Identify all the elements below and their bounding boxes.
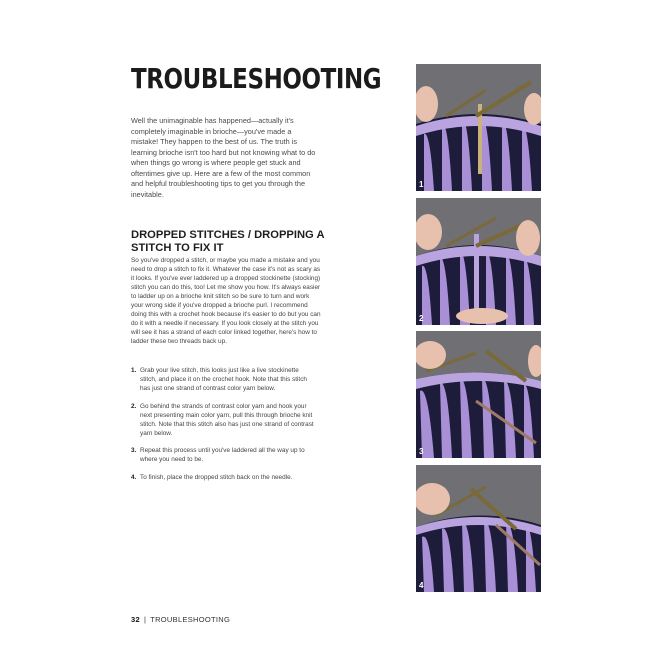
step-number: 2. (131, 402, 137, 410)
knitting-photo-step-2-icon (416, 198, 541, 325)
step-number: 4. (131, 473, 137, 481)
photo-label: 2 (419, 313, 424, 323)
step-text: Go behind the strands of contrast color yarn and hook your next presenting main color yarn, pull this through brioche knit stitch. Note that this stitch also has just one strand of contrast yarn below. (140, 402, 314, 437)
footer-separator: | (143, 615, 147, 624)
footer-label: TROUBLESHOOTING (150, 615, 231, 624)
section-heading: DROPPED STITCHES / DROPPING A STITCH TO FIX IT (131, 229, 325, 254)
page-number: 32 (131, 615, 140, 624)
page-footer (131, 615, 230, 624)
photo-label: 1 (419, 180, 424, 189)
step-number: 3. (131, 447, 137, 455)
photo-label: 4 (419, 580, 424, 590)
knitting-photo-step-4-icon (416, 465, 541, 592)
step-item (131, 366, 317, 393)
intro-paragraph: Well the unimaginable has happened—actually it's completely imaginable in brioche—you've made a mistake! They happen to the best of us. The truth is learning brioche isn't too hard but not knowing what to do when things go wrong is where people get stuck and oftentimes give up. Here are a few of the most common and helpful troubleshooting tips to get you through the inevitable. (131, 116, 316, 199)
step-photo-4 (416, 465, 541, 592)
photo-column (416, 64, 541, 598)
steps-list (131, 366, 317, 490)
step-text: To finish, place the dropped stitch back on the needle. (140, 473, 293, 481)
step-item (131, 446, 317, 464)
photo-label: 3 (419, 447, 424, 456)
section-body: So you've dropped a stitch, or maybe you made a mistake and you need to drop a stitch to fix it. Whatever the case it's not as scary as it looks. If you've ever laddered up a dropped stockinette (stocking) stitch you can do this, too! Let me show you how. It's always easier to ladder up on a brioche knit stitch so be sure to turn and work your wrong side if you've dropped a brioche purl. I recommend doing this with a crochet hook because it's easier to do but you can do it with a needle if necessary. If you look closely at the stitch you will see it has a strand of each color linked together, here's how to ladder these two threads back up. (131, 257, 321, 346)
step-number: 1. (131, 367, 137, 374)
step-photo-1 (416, 64, 541, 191)
step-item (131, 402, 317, 438)
step-item (131, 473, 317, 482)
step-photo-3 (416, 331, 541, 458)
step-text: Repeat this process until you've laddered all the way up to where you need to be. (140, 447, 305, 464)
step-photo-2 (416, 198, 541, 325)
page-title: TROUBLESHOOTING (131, 62, 382, 95)
knitting-photo-step-1-icon (416, 64, 541, 191)
step-text: Grab your live stitch, this looks just like a live stockinette stitch, and place it on the crochet hook. Note that this stitch has just one strand of contrast color yarn below. (140, 367, 307, 393)
knitting-photo-step-3-icon (416, 331, 541, 458)
